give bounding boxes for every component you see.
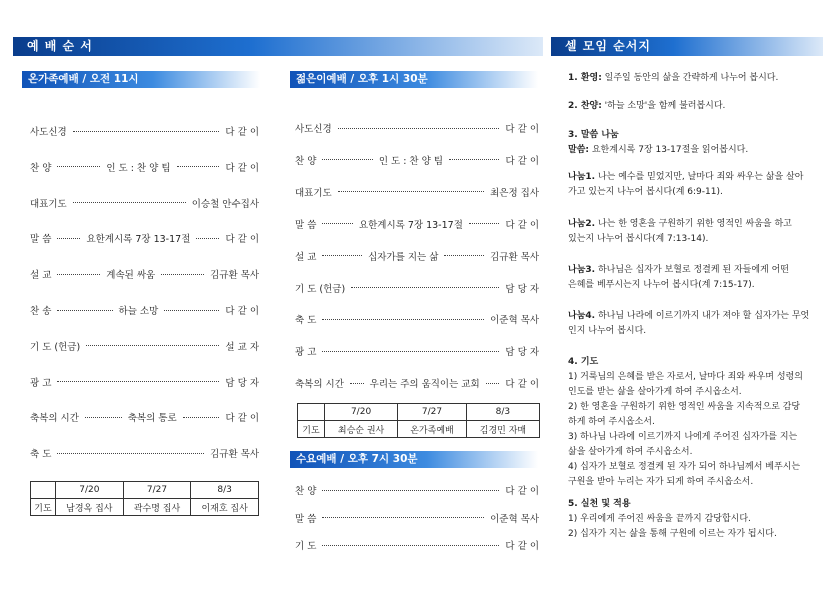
order-label: 말 씀 xyxy=(295,219,317,231)
order-person: 다 같 이 xyxy=(505,219,540,231)
order-row xyxy=(295,376,539,390)
section-title-young-adult-service: 젊은이예배 / 오후 1시 30분 xyxy=(290,71,538,88)
dotted-leader xyxy=(486,383,500,384)
dotted-leader xyxy=(57,238,80,239)
order-person: 다 같 이 xyxy=(505,155,540,167)
dotted-leader xyxy=(469,223,500,224)
order-person: 다 같 이 xyxy=(225,127,259,138)
order-person: 설 교 자 xyxy=(225,341,259,353)
order-label: 축복의 시간 xyxy=(30,413,79,425)
dotted-leader xyxy=(338,128,500,129)
table-corner xyxy=(298,404,325,421)
order-label: 설 교 xyxy=(30,270,52,282)
table-date: 7/27 xyxy=(123,482,191,499)
order-person: 김규환 목사 xyxy=(210,270,259,282)
prayer-schedule-table-left xyxy=(30,481,259,516)
order-detail: 십자가를 지는 삶 xyxy=(368,251,439,263)
order-row xyxy=(295,483,539,497)
order-row xyxy=(30,446,259,460)
order-label: 사도신경 xyxy=(295,124,332,135)
cell-sharing-4: 나눔4. 하나님 나라에 이르기까지 내가 져야 할 십자가는 무엇 인지 나누어 봅시다. xyxy=(568,311,810,336)
order-row xyxy=(295,249,539,263)
order-person: 담 당 자 xyxy=(505,283,539,295)
dotted-leader xyxy=(57,381,219,382)
order-person: 김규환 목사 xyxy=(490,251,539,263)
order-person: 다 같 이 xyxy=(505,486,539,497)
table-cell: 이재호 집사 xyxy=(191,499,259,516)
order-label: 찬 양 xyxy=(30,162,52,174)
order-label: 축 도 xyxy=(30,449,52,461)
order-row xyxy=(30,160,259,174)
dotted-leader xyxy=(449,159,499,160)
cell-step-prayer: 4. 기도 1) 거룩님의 은혜를 받은 자로서, 날마다 죄와 싸우며 성령의 인도를 받는 삶을 살아가게 하여 주시옵소서. 2) 한 영혼을 구원하기 위한 영적인 싸움을 지속적으로 감당 하게 하여 주시옵소서. 3) 하나님 나라에 이르기까지 나에게 주어진 십자가를 지는 삶을 살아가게 하여 주시옵소서. 4) 십자가 보혈로 정결케 된 자가 되어 하나님께서 베푸시는 구원을 받아 누리는 자가 되게 하여 주시옵소서. xyxy=(568,357,803,487)
order-label: 찬 송 xyxy=(30,306,52,317)
order-label: 사도신경 xyxy=(30,127,67,138)
cell-sharing-3: 나눔3. 하나님은 십자가 보혈로 정결케 된 자들에게 어떤 은혜를 베푸시는지 나누어 봅시다(계 7:15-17). xyxy=(568,265,789,290)
order-detail: 우리는 주의 움직이는 교회 xyxy=(369,379,480,391)
table-cell: 남경옥 집사 xyxy=(56,499,124,516)
order-row xyxy=(30,303,259,317)
order-person: 이준혁 목사 xyxy=(490,315,539,327)
order-person: 담 당 자 xyxy=(505,347,539,359)
order-label: 말 씀 xyxy=(30,234,52,246)
order-row xyxy=(295,344,539,358)
order-row xyxy=(295,121,539,135)
dotted-leader xyxy=(322,490,499,491)
order-person: 담 당 자 xyxy=(225,377,259,389)
order-row xyxy=(30,339,259,353)
order-detail: 요한계시록 7장 13-17절 xyxy=(358,219,463,231)
order-detail: 하늘 소망 xyxy=(118,306,159,317)
table-corner xyxy=(31,482,56,499)
dotted-leader xyxy=(57,453,204,454)
prayer-schedule-table-middle xyxy=(297,403,540,438)
order-detail: 인 도 : 찬 양 팀 xyxy=(378,155,443,167)
order-row xyxy=(30,124,259,138)
dotted-leader xyxy=(196,238,219,239)
dotted-leader xyxy=(322,319,484,320)
order-person: 다 같 이 xyxy=(225,234,260,246)
order-person: 다 같 이 xyxy=(225,413,260,425)
order-row xyxy=(30,375,259,389)
order-person: 다 같 이 xyxy=(505,124,539,135)
dotted-leader xyxy=(85,417,122,418)
table-row-label: 기도 xyxy=(298,421,325,438)
order-label: 광 고 xyxy=(30,377,52,389)
table-date: 8/3 xyxy=(466,404,539,421)
order-label: 설 교 xyxy=(295,251,317,263)
order-label: 기 도 xyxy=(295,541,317,552)
order-row xyxy=(30,231,259,245)
order-label: 기 도 (헌금) xyxy=(295,283,346,295)
order-label: 기 도 (헌금) xyxy=(30,341,81,353)
dotted-leader xyxy=(57,274,100,275)
order-detail: 요한계시록 7장 13-17절 xyxy=(86,234,191,246)
order-row xyxy=(295,312,539,326)
dotted-leader xyxy=(322,545,499,546)
order-person: 다 같 이 xyxy=(505,379,539,391)
dotted-leader xyxy=(57,166,100,167)
order-person: 김규환 목사 xyxy=(210,449,259,461)
table-date: 7/27 xyxy=(398,404,467,421)
cell-sharing-1: 나눔1. 나는 예수를 믿었지만, 날마다 죄와 싸우는 삶을 살아 가고 있는지 나누어 봅시다(계 6:9-11). xyxy=(568,172,804,197)
cell-step-practice: 5. 실천 및 적용 1) 우리에게 주어진 싸움을 끝까지 감당합시다. 2) 십자가 지는 삶을 통해 구원에 이르는 자가 됩시다. xyxy=(568,499,777,539)
dotted-leader xyxy=(73,131,220,132)
order-detail: 축복의 통로 xyxy=(127,413,177,425)
order-row xyxy=(295,281,539,295)
order-person: 이승철 안수집사 xyxy=(191,198,259,210)
table-cell: 최승순 권사 xyxy=(325,421,398,438)
order-label: 찬 양 xyxy=(295,155,317,167)
order-person: 최은정 집사 xyxy=(490,187,539,199)
dotted-leader xyxy=(322,351,499,352)
order-row xyxy=(295,538,539,552)
dotted-leader xyxy=(322,159,372,160)
section-title-wednesday-service: 수요예배 / 오후 7시 30분 xyxy=(290,451,538,468)
order-person: 다 같 이 xyxy=(225,162,260,174)
dotted-leader xyxy=(86,345,219,346)
dotted-leader xyxy=(177,166,220,167)
order-label: 말 씀 xyxy=(295,513,317,525)
table-date: 8/3 xyxy=(191,482,259,499)
table-cell: 김경민 자매 xyxy=(466,421,539,438)
order-row xyxy=(30,196,259,210)
order-label: 축 도 xyxy=(295,315,317,327)
order-person: 다 같 이 xyxy=(225,306,259,317)
order-row xyxy=(30,410,259,424)
order-label: 광 고 xyxy=(295,347,317,359)
order-person: 다 같 이 xyxy=(505,541,539,552)
order-row xyxy=(295,153,539,167)
order-row xyxy=(295,511,539,525)
table-date: 7/20 xyxy=(325,404,398,421)
worship-order-header: 예 배 순 서 xyxy=(13,37,543,56)
table-date: 7/20 xyxy=(56,482,124,499)
order-detail: 계속된 싸움 xyxy=(106,270,156,282)
cell-sharing-2: 나눔2. 나는 한 영혼을 구원하기 위한 영적인 싸움을 하고 있는지 나누어 봅시다(계 7:13-14). xyxy=(568,219,792,244)
dotted-leader xyxy=(444,255,484,256)
order-label: 축복의 시간 xyxy=(295,379,344,391)
order-row xyxy=(30,267,259,281)
cell-step-word: 3. 말씀 나눔 말씀: 요한계시록 7장 13-17절을 읽어봅시다. xyxy=(568,130,749,155)
dotted-leader xyxy=(57,310,112,311)
dotted-leader xyxy=(161,274,204,275)
order-row xyxy=(295,217,539,231)
order-row xyxy=(295,185,539,199)
dotted-leader xyxy=(350,383,364,384)
order-label: 대표기도 xyxy=(295,187,332,199)
dotted-leader xyxy=(164,310,219,311)
order-label: 대표기도 xyxy=(30,198,67,210)
table-row-label: 기도 xyxy=(31,499,56,516)
dotted-leader xyxy=(322,517,484,518)
dotted-leader xyxy=(338,191,484,192)
dotted-leader xyxy=(183,417,220,418)
cell-meeting-header: 셀 모임 순서지 xyxy=(551,37,823,56)
cell-step-welcome: 1. 환영: 일주일 동안의 삶을 간략하게 나누어 봅시다. xyxy=(568,73,779,83)
table-cell: 온가족예배 xyxy=(398,421,467,438)
order-label: 찬 양 xyxy=(295,486,317,497)
dotted-leader xyxy=(322,223,353,224)
order-person: 이준혁 목사 xyxy=(490,513,539,525)
dotted-leader xyxy=(73,202,186,203)
dotted-leader xyxy=(351,287,499,288)
order-detail: 인 도 : 찬 양 팀 xyxy=(106,162,171,174)
section-title-family-service: 온가족예배 / 오전 11시 xyxy=(22,71,260,88)
table-cell: 곽수명 집사 xyxy=(123,499,191,516)
cell-step-praise: 2. 찬양: '하늘 소망'을 함께 불러봅시다. xyxy=(568,101,726,111)
dotted-leader xyxy=(322,255,362,256)
